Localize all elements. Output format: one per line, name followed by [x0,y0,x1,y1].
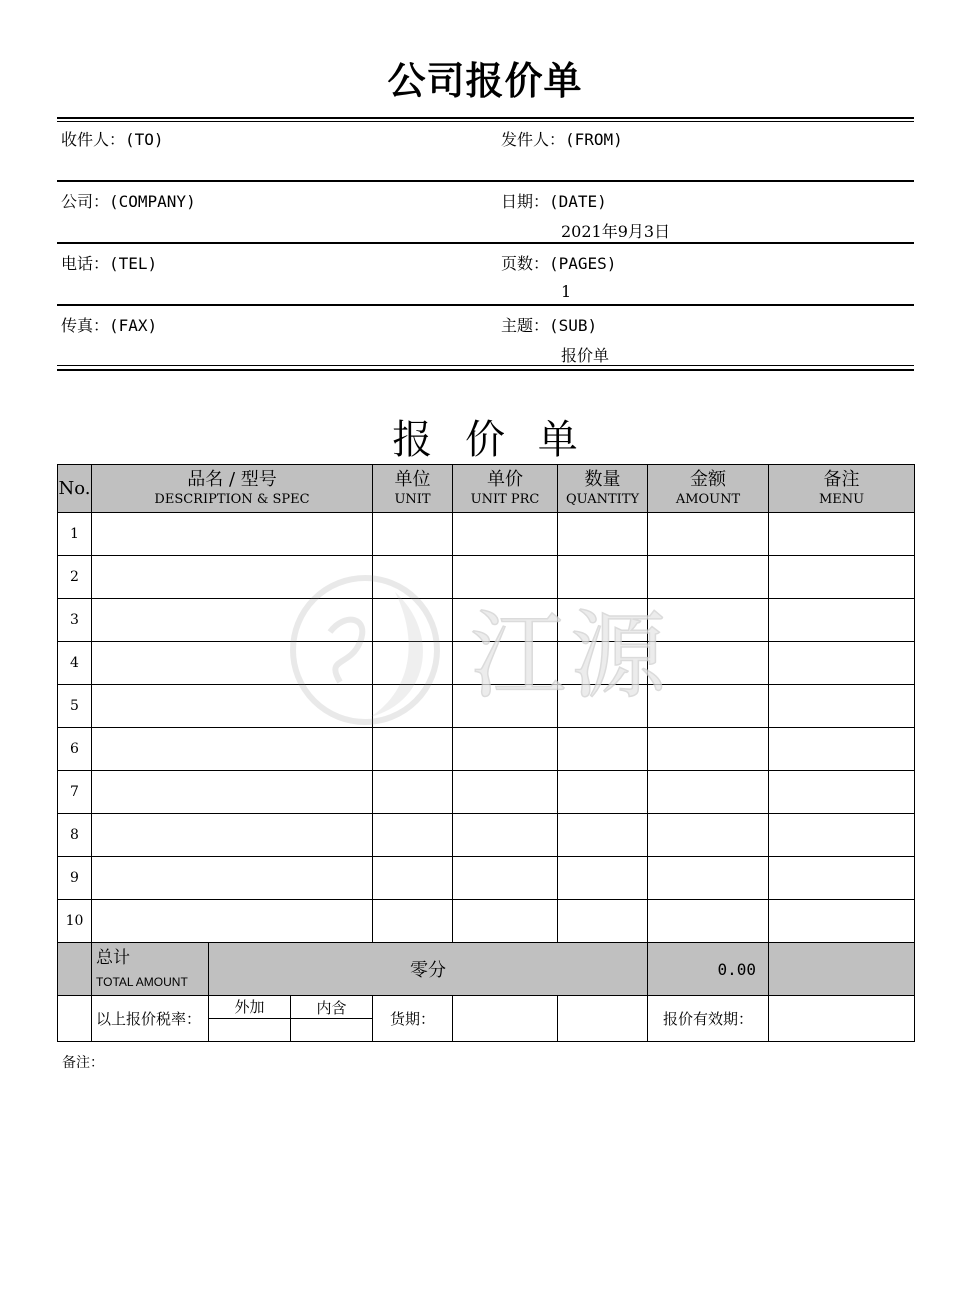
amount-cell[interactable] [648,771,769,814]
remark-cell[interactable] [769,728,915,771]
tax-extra-label: 外加 [209,996,291,1019]
unit-cell[interactable] [373,556,453,599]
table-row [58,857,915,900]
total-spacer-cell [58,943,92,996]
unit-price-cell[interactable] [453,857,558,900]
document-title: 公司报价单 [387,59,583,103]
date-value: 2021年9月3日 [561,222,671,241]
col-header-unit-price: 单价 UNIT PRC [453,465,558,513]
description-cell[interactable] [92,642,373,685]
unit-price-cell[interactable] [453,513,558,556]
remark-cell[interactable] [769,599,915,642]
unit-cell[interactable] [373,513,453,556]
tax-row-top [58,996,915,1019]
unit-price-cell[interactable] [453,728,558,771]
header-divider-2 [57,242,914,244]
row-number: 7 [58,771,92,814]
pages-value: 1 [561,282,572,301]
quote-title [0,408,970,465]
quote-title-char: 报 [392,417,433,463]
total-label: 总计 TOTAL AMOUNT [92,943,209,996]
row-number: 5 [58,685,92,728]
row-number: 8 [58,814,92,857]
remark-cell[interactable] [769,857,915,900]
delivery-extra-cell[interactable] [558,996,648,1042]
tax-included-value[interactable] [291,1019,372,1041]
total-amount-value: 0.00 [648,943,769,996]
date-label: 日期：(DATE) [501,192,607,211]
unit-price-cell[interactable] [453,771,558,814]
quote-title-char: 价 [465,417,505,463]
col-header-unit: 单位 UNIT [373,465,453,513]
header-divider-3 [57,304,914,306]
remark-cell[interactable] [769,642,915,685]
quantity-cell[interactable] [558,814,648,857]
tax-spacer-cell [58,996,92,1042]
row-number: 10 [58,900,92,943]
description-cell[interactable] [92,556,373,599]
description-cell[interactable] [92,814,373,857]
tax-included-label: 内含 [316,998,347,1017]
delivery-label: 货期： [373,996,453,1042]
table-header-row [58,465,915,513]
header-bottom-rule-inner [57,365,914,366]
header-bottom-rule [57,369,914,371]
amount-cell[interactable] [648,513,769,556]
row-number: 9 [58,857,92,900]
quantity-cell[interactable] [558,900,648,943]
subject-value: 报价单 [561,346,610,365]
tax-rate-label: 以上报价税率： [92,996,209,1042]
description-cell[interactable] [92,599,373,642]
unit-cell[interactable] [373,857,453,900]
col-header-description: 品名 / 型号 DESCRIPTION & SPEC [92,465,373,513]
fax-label: 传真：(FAX) [61,316,158,335]
table-row [58,900,915,943]
quote-title-char: 单 [537,417,578,463]
description-cell[interactable] [92,513,373,556]
amount-cell[interactable] [648,728,769,771]
remark-cell[interactable] [769,513,915,556]
table-row [58,513,915,556]
unit-cell[interactable] [373,814,453,857]
total-remark-cell [769,943,915,996]
col-header-quantity: 数量 QUANTITY [558,465,648,513]
delivery-value[interactable] [453,996,558,1042]
unit-cell[interactable] [373,900,453,943]
tax-extra-value[interactable] [209,1019,291,1041]
col-header-amount: 金额 AMOUNT [648,465,769,513]
remark-cell[interactable] [769,771,915,814]
amount-cell[interactable] [648,857,769,900]
remark-cell[interactable] [769,556,915,599]
pages-label: 页数：(PAGES) [501,254,617,273]
watermark-text: 江源 [470,600,670,712]
remark-cell[interactable] [769,814,915,857]
validity-value[interactable] [769,996,915,1042]
header-divider-1 [57,180,914,182]
quantity-cell[interactable] [558,728,648,771]
row-number: 6 [58,728,92,771]
row-number: 2 [58,556,92,599]
total-amount-chinese: 零分 [209,943,648,996]
header-top-rule-inner [57,121,914,122]
description-cell[interactable] [92,685,373,728]
validity-label: 报价有效期： [648,996,769,1042]
total-row [58,943,915,996]
unit-cell[interactable] [373,599,453,642]
description-cell[interactable] [92,900,373,943]
tax-extra-header [209,996,373,1019]
description-cell[interactable] [92,728,373,771]
quote-table [57,464,915,1042]
table-row [58,771,915,814]
tax-values [209,1019,373,1042]
row-number: 4 [58,642,92,685]
row-number: 3 [58,599,92,642]
amount-cell[interactable] [648,814,769,857]
company-label: 公司：(COMPANY) [61,192,196,211]
subject-label: 主题：(SUB) [501,316,598,335]
quantity-cell[interactable] [558,513,648,556]
quantity-cell[interactable] [558,857,648,900]
tel-label: 电话：(TEL) [61,254,158,273]
description-cell[interactable] [92,857,373,900]
unit-cell[interactable] [373,771,453,814]
from-label: 发件人：(FROM) [501,130,623,149]
unit-cell[interactable] [373,642,453,685]
col-header-no: No. [58,465,92,513]
remark-cell[interactable] [769,900,915,943]
header-top-rule [57,117,914,119]
unit-cell[interactable] [373,728,453,771]
table-row [58,728,915,771]
row-number: 1 [58,513,92,556]
amount-cell[interactable] [648,900,769,943]
note-label: 备注： [62,1055,104,1071]
col-header-remark: 备注 MENU [769,465,915,513]
unit-cell[interactable] [373,685,453,728]
unit-price-cell[interactable] [453,900,558,943]
unit-price-cell[interactable] [453,814,558,857]
description-cell[interactable] [92,771,373,814]
remark-cell[interactable] [769,685,915,728]
table-row [58,814,915,857]
quantity-cell[interactable] [558,771,648,814]
to-label: 收件人：(TO) [61,130,164,149]
